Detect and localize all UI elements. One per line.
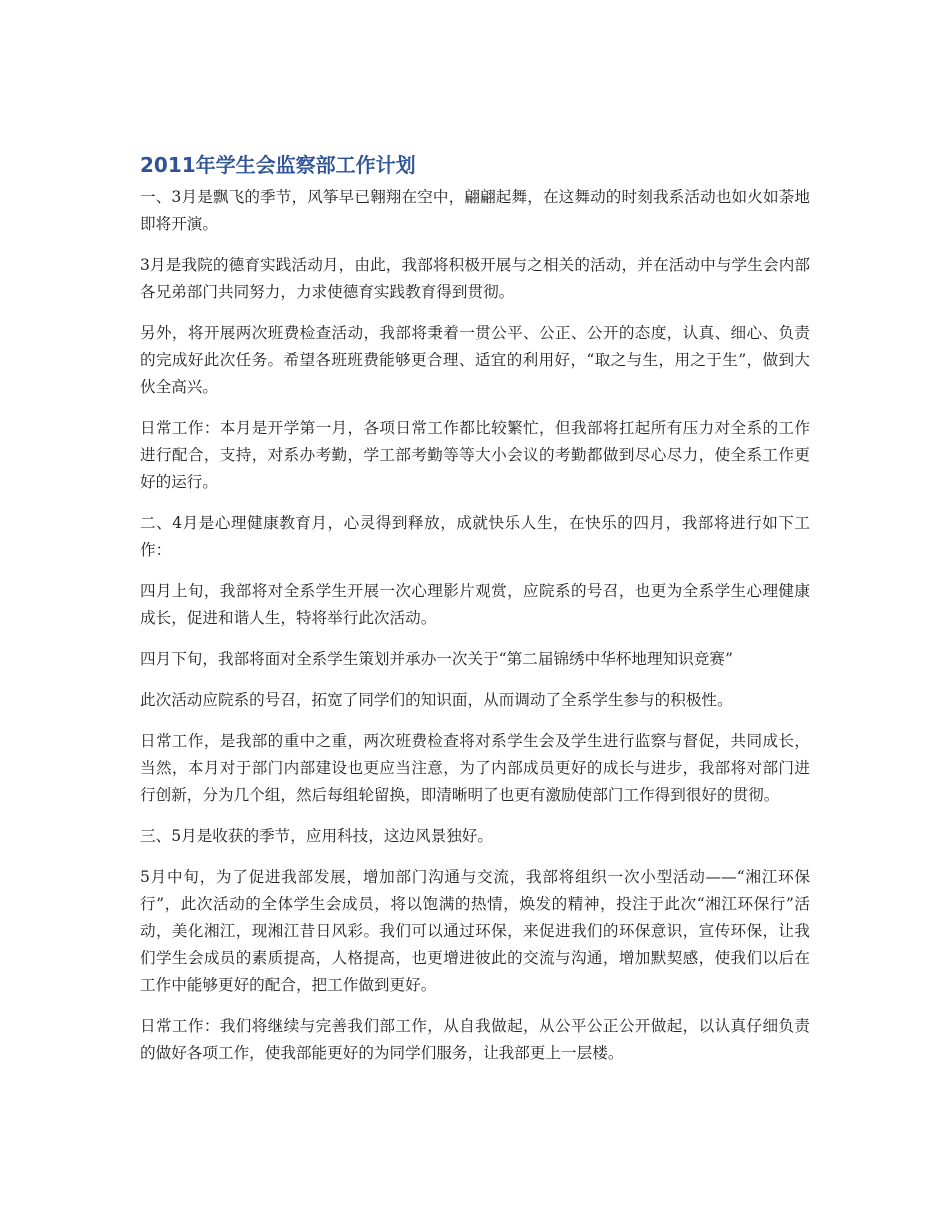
paragraph-april-late: 四月下旬，我部将面对全系学生策划并承办一次关于“第二届锦绣中华杯地理知识竞赛” bbox=[140, 650, 733, 668]
paragraph-march-moral-education: 3月是我院的德育实践活动月，由此，我部将积极开展与之相关的活动，并在活动中与学生会内部各兄弟部门共同努力，力求使德育实践教育得到贯彻。 bbox=[140, 256, 810, 301]
document-title: 2011年学生会监察部工作计划 bbox=[140, 153, 416, 177]
paragraph-march-daily-work: 日常工作：本月是开学第一月，各项日常工作都比较繁忙，但我部将扛起所有压力对全系的工作进行配合，支持，对系办考勤，学工部考勤等等大小会议的考勤都做到尽心尽力，使全系工作更好的运行。 bbox=[140, 419, 810, 491]
document-body bbox=[140, 150, 810, 1081]
paragraph-march-intro: 一、3月是飘飞的季节，风筝早已翱翔在空中，翩翩起舞，在这舞动的时刻我系活动也如火如荼地即将开演。 bbox=[140, 188, 810, 233]
paragraph-march-class-fee-check: 另外，将开展两次班费检查活动，我部将秉着一贯公平、公正、公开的态度，认真、细心、负责的完成好此次任务。希望各班班费能够更合理、适宜的利用好，“取之与生，用之于生”，做到大伙全高兴。 bbox=[140, 324, 810, 396]
paragraph-may-intro: 三、5月是收获的季节，应用科技，这边风景独好。 bbox=[140, 827, 493, 845]
paragraph-april-daily-work: 日常工作，是我部的重中之重，两次班费检查将对系学生会及学生进行监察与督促，共同成长，当然，本月对于部门内部建设也更应当注意，为了内部成员更好的成长与进步，我部将对部门进行创新，分为几个组，然后每组轮留换，即清晰明了也更有激励使部门工作得到很好的贯彻。 bbox=[140, 732, 810, 804]
paragraph-april-early: 四月上旬，我部将对全系学生开展一次心理影片观赏，应院系的号召，也更为全系学生心理健康成长，促进和谐人生，特将举行此次活动。 bbox=[140, 582, 810, 627]
paragraph-may-mid: 5月中旬，为了促进我部发展，增加部门沟通与交流，我部将组织一次小型活动——“湘江环保行”，此次活动的全体学生会成员，将以饱满的热情，焕发的精神，投注于此次“湘江环保行”活动，美化湘江，现湘江昔日风彩。我们可以通过环保，来促进我们的环保意识，宣传环保，让我们学生会成员的素质提高，人格提高，也更增进彼此的交流与沟通，增加默契感，使我们以后在工作中能够更好的配合，把工作做到更好。 bbox=[140, 868, 810, 994]
paragraph-april-activity-effect: 此次活动应院系的号召，拓宽了同学们的知识面，从而调动了全系学生参与的积极性。 bbox=[140, 691, 733, 709]
paragraph-april-intro: 二、4月是心理健康教育月，心灵得到释放，成就快乐人生，在快乐的四月，我部将进行如下工作： bbox=[140, 514, 810, 559]
paragraph-may-daily-work: 日常工作：我们将继续与完善我们部工作，从自我做起，从公平公正公开做起，以认真仔细负责的做好各项工作，使我部能更好的为同学们服务，让我部更上一层楼。 bbox=[140, 1017, 810, 1062]
